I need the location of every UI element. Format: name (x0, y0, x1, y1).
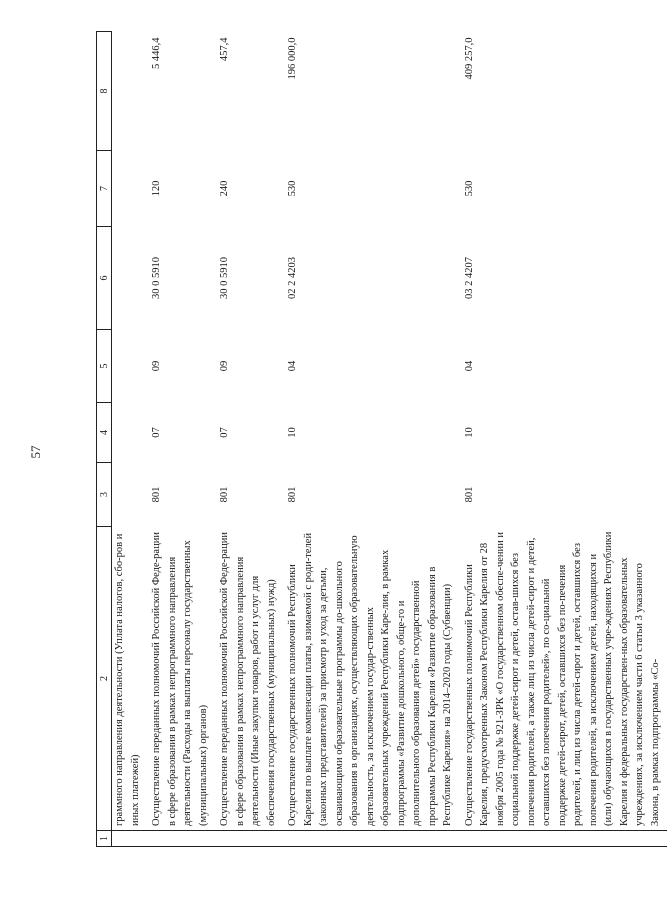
row-number-cell (112, 831, 148, 847)
column-header-4: 4 (97, 403, 112, 463)
description-cell: Осуществление государственных полномочий Республики Карелия, предусмотренных Законом Республики Карелия от 28 ноября 2005 года № 921-ЗРК «О государственном обеспе-чении и социальной поддержке детей-сирот и детей, остав-шихся без попечения родителей, а также лиц из числа детей-сирот и детей, оставшихся без попечения родителей», по со-циальной поддержке детей-сирот, детей, оставшихся без по-печения родителей, и лиц из числа детей-сирот и детей, оставшихся без попечения родителей, за исключением детей, находящихся и (или) обучающихся в государственных учре-ждениях Республики Карелия и федеральных государствен-ных образовательных учреждениях, за исключением части 6 статьи 3 указанного Закона, в рамках подпрограммы «Со- (463, 531, 661, 826)
table-row (147, 32, 215, 847)
column-header-6: 6 (97, 227, 112, 330)
code-3-cell (112, 463, 148, 527)
description-cell: Осуществление государственных полномочий Республики Карелия по выплате компенсации платы, взимаемой с роди-телей (законных представителей) за присмотр и уход за детьми, осваивающими образовательные программы до-школьного образования в организациях, осуществляющих образовательную деятельность, за исключением государ-ственных образовательных учреждений Республики Каре-лия, в рамках подпрограммы «Развитие дошкольного, обще-го и дополнительного образования детей» государственной программы Республики Карелия «Развитие образования в Республике Карелия» на 2014–2020 годы (Субвенции) (287, 532, 453, 826)
code-6-cell (112, 227, 148, 330)
code-3-cell: 801 (287, 486, 298, 503)
row-number-cell (460, 831, 667, 847)
page-number: 57 (28, 445, 43, 459)
amount-cell (112, 32, 148, 151)
column-header-1: 1 (97, 831, 112, 847)
description-cell: Осуществление переданных полномочий Российской Феде-рации в сфере образования в рамках непрограммного направления деятельности (Иные закупки товаров, работ и услуг для обеспечения государственных (муниципальных) нужд) (219, 532, 277, 826)
code-5-cell: 04 (287, 360, 298, 372)
description-cell: Осуществление переданных полномочий Российской Феде-рации в сфере образования в рамках непрограммного направления деятельности (Расходы на выплаты персоналу государственных (муниципальных) органов) (151, 532, 209, 826)
row-number-cell (283, 831, 460, 847)
amount-cell: 5 446,4 (151, 37, 162, 69)
code-3-cell: 801 (151, 486, 162, 503)
column-header-8: 8 (97, 32, 112, 151)
code-5-cell: 09 (219, 360, 230, 372)
code-7-cell: 120 (151, 180, 162, 197)
column-header-row (97, 32, 112, 847)
code-6-cell: 03 2 4207 (463, 257, 475, 299)
code-7-cell (112, 151, 148, 227)
amount-cell: 409 257,0 (463, 37, 475, 80)
table-row (460, 32, 667, 847)
table-row (215, 32, 283, 847)
code-7-cell: 530 (463, 180, 475, 197)
column-header-5: 5 (97, 330, 112, 403)
code-4-cell: 10 (463, 427, 475, 438)
table-row (112, 32, 148, 847)
row-number-cell (147, 831, 215, 847)
budget-table (96, 31, 667, 847)
code-5-cell: 09 (151, 360, 162, 372)
row-number-cell (215, 831, 283, 847)
budget-table-sheet (96, 32, 661, 847)
column-header-3: 3 (97, 463, 112, 527)
code-6-cell: 30 0 5910 (219, 257, 230, 299)
code-7-cell: 240 (219, 180, 230, 197)
amount-cell: 196 000,0 (287, 37, 298, 80)
code-7-cell: 530 (287, 180, 298, 197)
code-6-cell: 30 0 5910 (151, 257, 162, 299)
code-4-cell: 07 (219, 427, 230, 438)
code-3-cell: 801 (219, 486, 230, 503)
code-4-cell (112, 403, 148, 463)
column-header-7: 7 (97, 151, 112, 227)
code-4-cell: 07 (151, 427, 162, 438)
code-5-cell (112, 330, 148, 403)
code-3-cell: 801 (463, 486, 475, 503)
column-header-2: 2 (97, 527, 112, 831)
table-row (283, 32, 460, 847)
code-5-cell: 04 (463, 360, 475, 372)
code-4-cell: 10 (287, 427, 298, 438)
amount-cell: 457,4 (219, 37, 230, 62)
description-cell: граммного направления деятельности (Уплата налогов, сбо-ров и иных платежей) (114, 533, 141, 826)
code-6-cell: 02 2 4203 (287, 257, 298, 299)
